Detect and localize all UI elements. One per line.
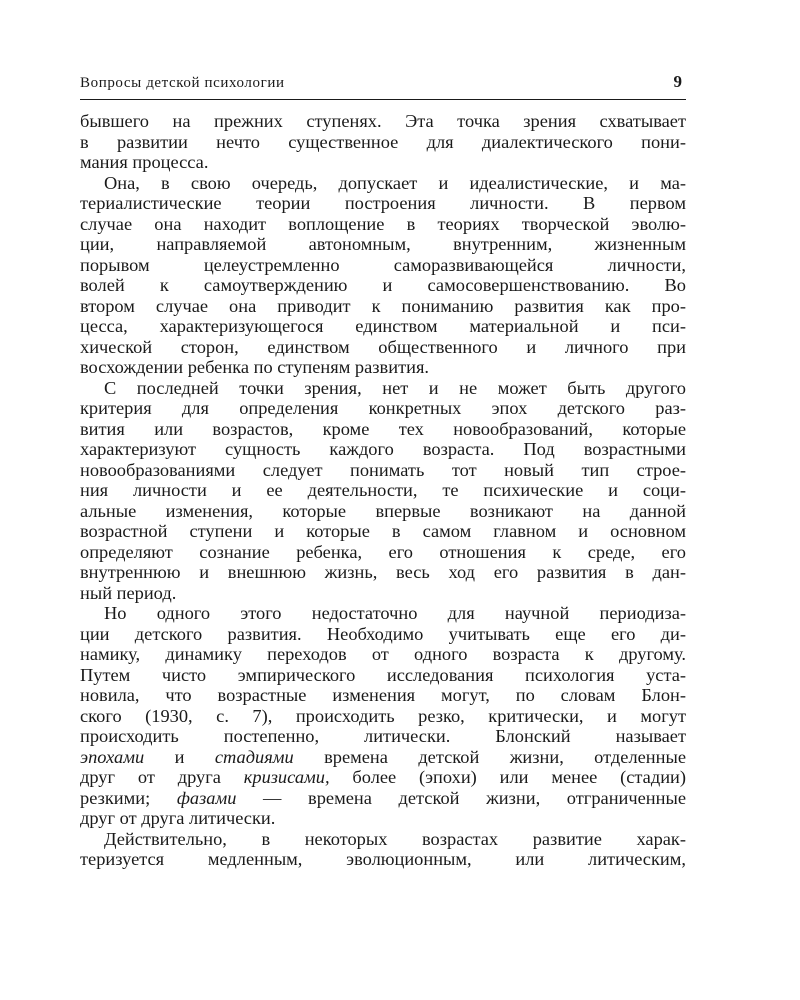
text-line: характеризуют сущность каждого возраста. Под возрастными — [80, 439, 686, 459]
text-segment: более (эпохи) или менее (стадии) — [329, 767, 687, 787]
text-line: альные изменения, которые впервые возникают на данной — [80, 500, 686, 521]
text-line: теризуется медленным, эволюционным, или литическим, — [80, 849, 686, 869]
text-segment: резкими; — [80, 787, 177, 808]
text-line: порывом целеустремленно саморазвивающейся личности, — [80, 254, 686, 275]
text-line — [80, 788, 686, 809]
text-line: критерия для определения конкретных эпох детского раз- — [80, 398, 686, 418]
page-number: 9 — [673, 72, 682, 91]
running-title: Вопросы детской психологии — [80, 75, 285, 91]
text-line: определяют сознание ребенка, его отношения к среде, его — [80, 541, 686, 562]
text-line: хической сторон, единством общественного и личного при — [80, 336, 686, 357]
text-line: новообразованиями следует понимать тот новый тип строе- — [80, 459, 686, 480]
italic-term: стадиями — [214, 746, 294, 767]
text-line: новила, что возрастные изменения могут, по словам Блон- — [80, 685, 686, 705]
text-segment: — времена детской жизни, отграниченные — [236, 787, 687, 808]
text-line: вития или возрастов, кроме тех новообразований, которые — [80, 418, 686, 439]
text-line: восхождении ребенка по ступеням развития. — [80, 357, 430, 377]
text-line: ния личности и ее деятельности, те психические и соци- — [80, 480, 686, 500]
text-segment: друг от друга — [80, 767, 244, 787]
text-line: Действительно, в некоторых возрастах развитие харак- — [104, 828, 686, 849]
running-header — [80, 72, 686, 98]
text-line: Она, в свою очередь, допускает и идеалистические, и ма- — [104, 172, 686, 193]
text-line: С последней точки зрения, нет и не может быть другого — [104, 377, 686, 398]
body-text — [80, 111, 686, 870]
text-line: Но одного этого недостаточно для научной периодиза- — [104, 603, 686, 623]
text-line: друг от друга литически. — [80, 808, 276, 828]
text-line: внутреннюю и внешнюю жизнь, весь ход его развития в дан- — [80, 562, 686, 582]
text-line: случае она находит воплощение в теориях творческой эволю- — [80, 213, 686, 234]
text-line: териалистические теории построения личности. В первом — [80, 193, 686, 213]
text-line: в развитии нечто существенное для диалектического пони- — [80, 131, 686, 152]
text-line: Путем чисто эмпирического исследования психология уста- — [80, 664, 686, 685]
text-line: намику, динамику переходов от одного возраста к другому. — [80, 644, 686, 664]
text-line: происходить постепенно, литически. Блонский называет — [80, 726, 686, 746]
text-line: ный период. — [80, 582, 177, 603]
text-line: ции детского развития. Необходимо учитывать еще его ди- — [80, 623, 686, 644]
text-line: цесса, характеризующегося единством материальной и пси- — [80, 316, 686, 336]
text-line: ского (1930, с. 7), происходить резко, критически, и могут — [80, 705, 686, 726]
text-line: волей к самоутверждению и самосовершенствованию. Во — [80, 275, 686, 295]
text-line: ции, направляемой автономным, внутренним, жизненным — [80, 234, 686, 254]
italic-term: фазами — [176, 787, 237, 808]
text-segment: и — [144, 746, 215, 767]
text-line: втором случае она приводит к пониманию развития как про- — [80, 295, 686, 316]
text-line — [80, 747, 686, 768]
text-line: возрастной ступени и которые в самом главном и основном — [80, 521, 686, 541]
text-line — [80, 767, 686, 788]
text-line: бывшего на прежних ступенях. Эта точка зрения схватывает — [80, 111, 686, 131]
italic-term: эпохами — [80, 746, 145, 767]
text-line: мания процесса. — [80, 152, 209, 172]
italic-term: кризисами, — [243, 767, 330, 787]
text-segment: времена детской жизни, отделенные — [293, 746, 686, 767]
header-rule — [80, 99, 686, 100]
